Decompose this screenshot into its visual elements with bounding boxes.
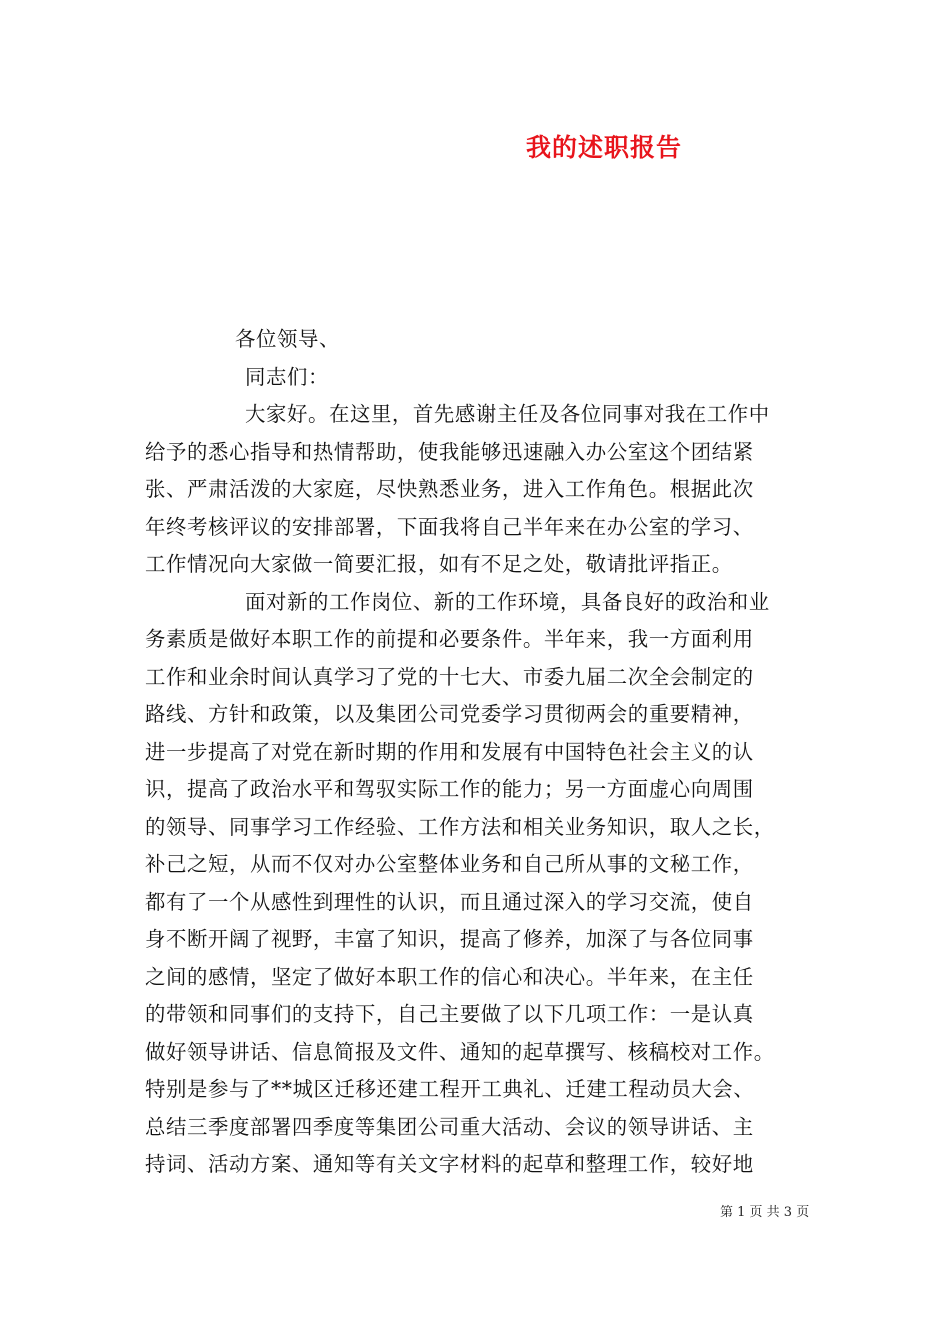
salutation-line: 各位领导、 [235, 327, 340, 351]
document-body [145, 321, 810, 1184]
paragraph-line: 面对新的工作岗位、新的工作环境，具备良好的政治和业 [245, 589, 770, 614]
paragraph-line: 的领导、同事学习工作经验、工作方法和相关业务知识，取人之长， [145, 814, 775, 839]
paragraph-line: 给予的悉心指导和热情帮助，使我能够迅速融入办公室这个团结紧 [145, 439, 754, 464]
page-number: 第 1 页 共 3 页 [720, 1205, 810, 1220]
paragraph-line: 张、严肃活泼的大家庭，尽快熟悉业务，进入工作角色。根据此次 [145, 477, 754, 501]
paragraph-line: 都有了一个从感性到理性的认识，而且通过深入的学习交流，使自 [145, 889, 754, 914]
document-title: 我的述职报告 [526, 133, 683, 162]
paragraph-line: 的带领和同事们的支持下，自己主要做了以下几项工作：一是认真 [145, 1002, 754, 1026]
paragraph-line: 做好领导讲话、信息简报及文件、通知的起草撰写、核稿校对工作。 [145, 1039, 775, 1064]
paragraph-line: 特别是参与了**城区迁移还建工程开工典礼、迁建工程动员大会、 [145, 1077, 755, 1101]
paragraph-line: 身不断开阔了视野，丰富了知识，提高了修养，加深了与各位同事 [145, 927, 754, 951]
paragraph-line: 工作和业余时间认真学习了党的十七大、市委九届二次全会制定的 [145, 664, 754, 689]
paragraph-line: 大家好。在这里，首先感谢主任及各位同事对我在工作中 [245, 402, 770, 426]
paragraph-line: 工作情况向大家做一简要汇报，如有不足之处，敬请批评指正。 [145, 552, 733, 576]
paragraph-line: 识，提高了政治水平和驾驭实际工作的能力；另一方面虚心向周围 [145, 777, 754, 801]
salutation-line: 同志们： [245, 364, 329, 389]
paragraph-line: 务素质是做好本职工作的前提和必要条件。半年来，我一方面利用 [145, 627, 754, 651]
paragraph-line: 总结三季度部署四季度等集团公司重大活动、会议的领导讲话、主 [145, 1114, 754, 1139]
paragraph-line: 年终考核评议的安排部署，下面我将自己半年来在办公室的学习、 [145, 514, 754, 539]
paragraph-line: 持词、活动方案、通知等有关文字材料的起草和整理工作，较好地 [145, 1152, 754, 1176]
paragraph-line: 之间的感情，坚定了做好本职工作的信心和决心。半年来，在主任 [145, 964, 754, 989]
paragraph-line: 路线、方针和政策，以及集团公司党委学习贯彻两会的重要精神， [145, 702, 754, 726]
paragraph-line: 补己之短，从而不仅对办公室整体业务和自己所从事的文秘工作， [145, 852, 754, 876]
paragraph-line: 进一步提高了对党在新时期的作用和发展有中国特色社会主义的认 [145, 739, 754, 764]
